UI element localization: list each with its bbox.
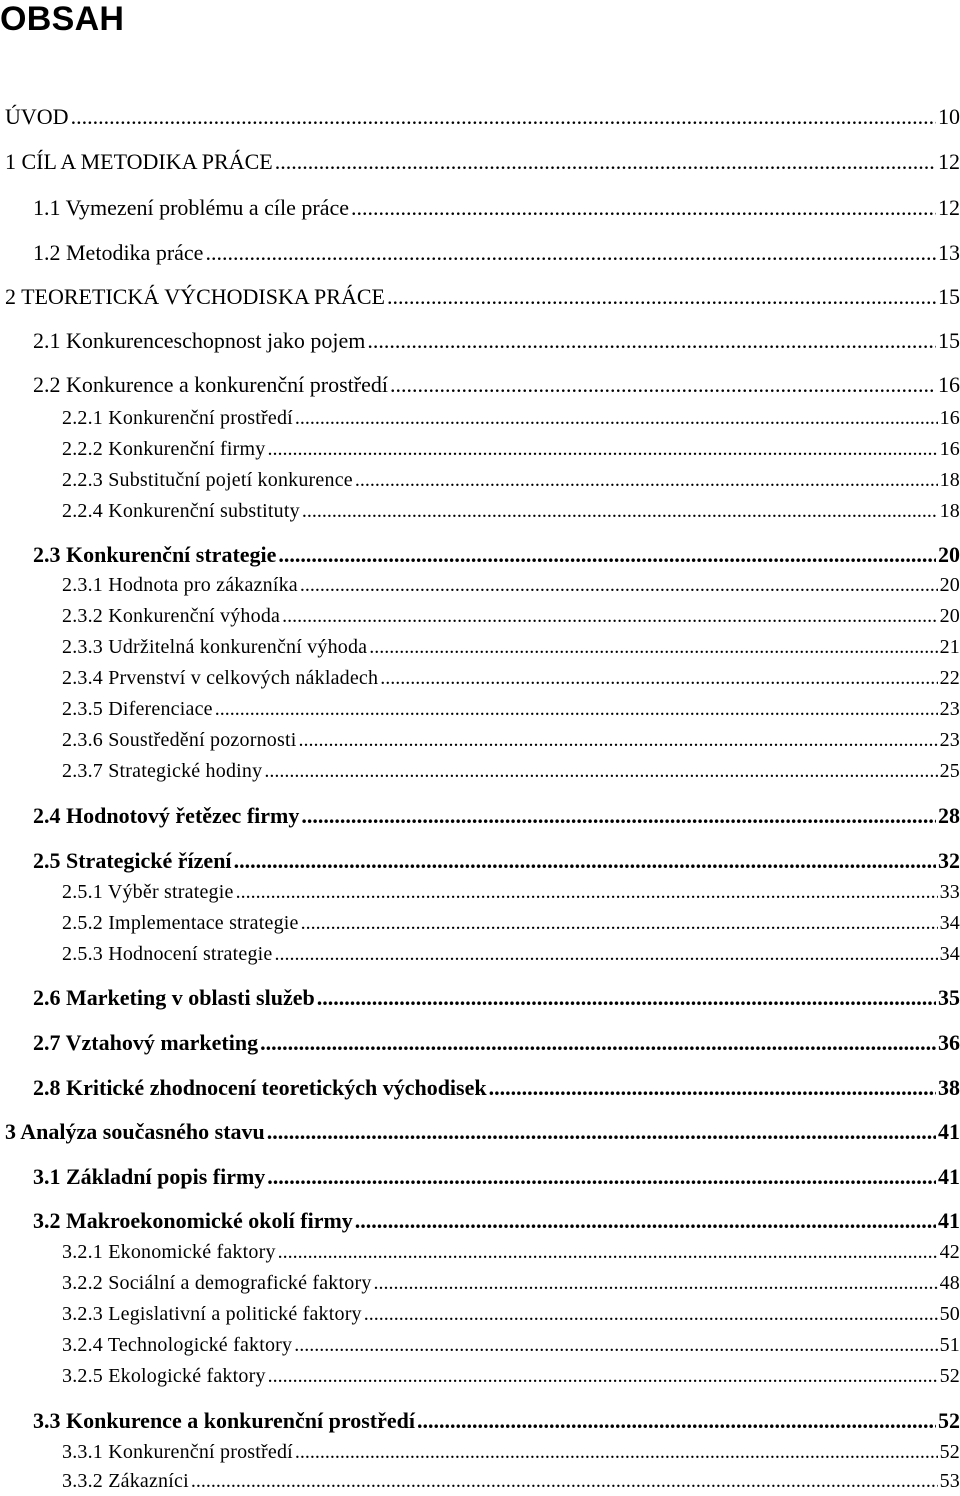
toc-entry-label: 2.2.3 Substituční pojetí konkurence xyxy=(62,469,353,491)
toc-entry-page: 41 xyxy=(938,1119,960,1144)
toc-leader-dots xyxy=(367,326,936,356)
toc-leader-dots xyxy=(489,1073,936,1103)
toc-entry-page: 41 xyxy=(938,1164,960,1189)
toc-entry[interactable] xyxy=(62,632,960,662)
toc-entry[interactable] xyxy=(33,1162,960,1192)
toc-entry[interactable] xyxy=(62,1361,960,1391)
toc-entry[interactable] xyxy=(33,370,960,400)
toc-entry-label: 2.3.3 Udržitelná konkurenční výhoda xyxy=(62,636,368,658)
toc-leader-dots xyxy=(260,1028,936,1058)
toc-entry[interactable] xyxy=(62,403,960,433)
toc-entry-page: 21 xyxy=(939,636,960,658)
toc-entry[interactable] xyxy=(62,496,960,526)
toc-entry[interactable] xyxy=(62,1299,960,1329)
toc-entry-label: 2.3.4 Prvenství v celkových nákladech xyxy=(62,667,379,689)
toc-entry-page: 51 xyxy=(939,1334,960,1356)
toc-entry-label: 3.2.5 Ekologické faktory xyxy=(62,1365,266,1387)
toc-leader-dots xyxy=(351,193,936,223)
toc-entry[interactable] xyxy=(33,1206,960,1236)
toc-leader-dots xyxy=(374,1268,938,1298)
toc-leader-dots xyxy=(275,147,936,177)
toc-leader-dots xyxy=(294,1330,937,1360)
toc-entry[interactable] xyxy=(5,282,960,312)
toc-leader-dots xyxy=(267,1162,936,1192)
toc-entry[interactable] xyxy=(33,801,960,831)
toc-entry-label: 2.3 Konkurenční strategie xyxy=(33,542,277,567)
toc-entry-page: 22 xyxy=(939,667,960,689)
toc-entry-page: 23 xyxy=(939,698,960,720)
toc-leader-dots xyxy=(355,1206,936,1236)
toc-leader-dots xyxy=(278,540,936,570)
toc-leader-dots xyxy=(298,725,937,755)
toc-entry-label: 2.3.2 Konkurenční výhoda xyxy=(62,605,281,627)
toc-entry[interactable] xyxy=(62,663,960,693)
toc-entry-label: 2.5.3 Hodnocení strategie xyxy=(62,943,273,965)
toc-entry-page: 12 xyxy=(938,195,960,220)
toc-leader-dots xyxy=(282,601,938,631)
toc-entry-label: 2.2.1 Konkurenční prostředí xyxy=(62,407,293,429)
toc-leader-dots xyxy=(301,801,936,831)
toc-entry-page: 50 xyxy=(939,1303,960,1325)
toc-entry[interactable] xyxy=(5,102,960,132)
toc-entry-page: 52 xyxy=(938,1408,960,1433)
toc-entry-label: ÚVOD xyxy=(5,104,69,129)
toc-entry-label: 2.3.6 Soustředění pozornosti xyxy=(62,729,297,751)
toc-leader-dots xyxy=(215,694,938,724)
toc-entry[interactable] xyxy=(62,877,960,907)
toc-entry[interactable] xyxy=(33,1028,960,1058)
toc-leader-dots xyxy=(295,1437,938,1467)
toc-entry-page: 32 xyxy=(938,848,960,873)
toc-entry[interactable] xyxy=(62,570,960,600)
toc-entry[interactable] xyxy=(33,1073,960,1103)
toc-leader-dots xyxy=(267,1117,936,1147)
toc-entry-page: 18 xyxy=(939,469,960,491)
toc-leader-dots xyxy=(355,465,938,495)
toc-leader-dots xyxy=(71,102,936,132)
toc-leader-dots xyxy=(302,496,938,526)
toc-entry-page: 12 xyxy=(938,149,960,174)
toc-leader-dots xyxy=(369,632,937,662)
toc-entry-label: 3 Analýza současného stavu xyxy=(5,1119,265,1144)
toc-entry-page: 15 xyxy=(938,284,960,309)
toc-entry[interactable] xyxy=(33,983,960,1013)
toc-entry[interactable] xyxy=(33,540,960,570)
toc-entry[interactable] xyxy=(33,238,960,268)
toc-entry-page: 36 xyxy=(938,1030,960,1055)
toc-leader-dots xyxy=(267,434,937,464)
toc-entry-page: 13 xyxy=(938,240,960,265)
toc-entry[interactable] xyxy=(33,326,960,356)
toc-entry-page: 16 xyxy=(938,372,960,397)
toc-entry[interactable] xyxy=(62,434,960,464)
toc-leader-dots xyxy=(317,983,936,1013)
page-title: OBSAH xyxy=(0,0,125,38)
toc-entry-label: 2.5 Strategické řízení xyxy=(33,848,232,873)
toc-entry-label: 3.2.1 Ekonomické faktory xyxy=(62,1241,276,1263)
toc-leader-dots xyxy=(295,403,938,433)
toc-entry[interactable] xyxy=(62,1268,960,1298)
toc-entry-label: 2.2.2 Konkurenční firmy xyxy=(62,438,266,460)
toc-entry-page: 16 xyxy=(939,438,960,460)
toc-entry[interactable] xyxy=(62,601,960,631)
toc-entry[interactable] xyxy=(33,846,960,876)
toc-entry[interactable] xyxy=(33,1406,960,1436)
toc-entry-page: 25 xyxy=(939,760,960,782)
toc-entry-label: 2.7 Vztahový marketing xyxy=(33,1030,259,1055)
toc-entry-page: 20 xyxy=(939,574,960,596)
toc-leader-dots xyxy=(387,282,936,312)
toc-leader-dots xyxy=(278,1237,938,1267)
toc-entry-label: 2 TEORETICKÁ VÝCHODISKA PRÁCE xyxy=(5,284,385,309)
toc-entry-label: 1 CÍL A METODIKA PRÁCE xyxy=(5,149,273,174)
toc-entry-label: 1.2 Metodika práce xyxy=(33,240,204,265)
toc-entry[interactable] xyxy=(62,694,960,724)
toc-entry-page: 52 xyxy=(939,1441,960,1463)
toc-leader-dots xyxy=(275,939,938,969)
toc-entry-page: 10 xyxy=(938,104,960,129)
toc-leader-dots xyxy=(236,877,938,907)
toc-entry[interactable] xyxy=(62,1437,960,1467)
toc-entry-label: 2.2.4 Konkurenční substituty xyxy=(62,500,300,522)
toc-entry-label: 2.5.2 Implementace strategie xyxy=(62,912,299,934)
toc-entry-page: 18 xyxy=(939,500,960,522)
toc-entry-label: 3.2 Makroekonomické okolí firmy xyxy=(33,1208,353,1233)
toc-entry[interactable] xyxy=(62,908,960,938)
toc-entry-label: 2.5.1 Výběr strategie xyxy=(62,881,234,903)
toc-entry[interactable] xyxy=(62,465,960,495)
toc-entry-page: 42 xyxy=(939,1241,960,1263)
toc-entry-label: 2.8 Kritické zhodnocení teoretických východisek xyxy=(33,1075,487,1100)
toc-leader-dots xyxy=(364,1299,938,1329)
toc-entry-page: 35 xyxy=(938,985,960,1010)
toc-entry-page: 23 xyxy=(939,729,960,751)
toc-leader-dots xyxy=(301,908,938,938)
toc-entry[interactable] xyxy=(5,1117,960,1147)
toc-entry[interactable] xyxy=(5,147,960,177)
toc-entry-label: 2.2 Konkurence a konkurenční prostředí xyxy=(33,372,388,397)
toc-leader-dots xyxy=(390,370,936,400)
toc-entry[interactable] xyxy=(62,1330,960,1360)
toc-leader-dots xyxy=(417,1406,936,1436)
toc-entry-label: 3.3.1 Konkurenční prostředí xyxy=(62,1441,293,1463)
toc-entry[interactable] xyxy=(62,756,960,786)
toc-entry[interactable] xyxy=(62,939,960,969)
toc-entry-page: 41 xyxy=(938,1208,960,1233)
toc-entry-page: 16 xyxy=(939,407,960,429)
toc-leader-dots xyxy=(300,570,938,600)
toc-entry-label: 3.3.2 Zákazníci xyxy=(62,1470,189,1492)
toc-entry-label: 2.3.1 Hodnota pro zákazníka xyxy=(62,574,298,596)
toc-entry-label: 3.2.2 Sociální a demografické faktory xyxy=(62,1272,372,1294)
toc-entry-page: 34 xyxy=(939,943,960,965)
toc-entry[interactable] xyxy=(62,725,960,755)
toc-leader-dots xyxy=(268,1361,938,1391)
toc-entry-page: 48 xyxy=(939,1272,960,1294)
toc-entry-page: 28 xyxy=(938,803,960,828)
toc-entry-page: 52 xyxy=(939,1365,960,1387)
toc-entry-label: 3.3 Konkurence a konkurenční prostředí xyxy=(33,1408,416,1433)
toc-entry-label: 3.2.3 Legislativní a politické faktory xyxy=(62,1303,362,1325)
toc-entry-label: 2.1 Konkurenceschopnost jako pojem xyxy=(33,328,366,353)
toc-leader-dots xyxy=(234,846,936,876)
toc-entry-page: 38 xyxy=(938,1075,960,1100)
toc-entry-page: 53 xyxy=(939,1470,960,1492)
toc-leader-dots xyxy=(191,1466,938,1496)
toc-entry[interactable] xyxy=(62,1237,960,1267)
toc-entry-label: 2.6 Marketing v oblasti služeb xyxy=(33,985,315,1010)
toc-entry-label: 3.1 Základní popis firmy xyxy=(33,1164,266,1189)
toc-entry-page: 34 xyxy=(939,912,960,934)
toc-leader-dots xyxy=(205,238,936,268)
toc-leader-dots xyxy=(264,756,937,786)
toc-entry-label: 2.3.5 Diferenciace xyxy=(62,698,213,720)
toc-entry-label: 2.4 Hodnotový řetězec firmy xyxy=(33,803,300,828)
toc-entry[interactable] xyxy=(33,193,960,223)
toc-entry-label: 3.2.4 Technologické faktory xyxy=(62,1334,293,1356)
toc-entry-label: 1.1 Vymezení problému a cíle práce xyxy=(33,195,350,220)
toc-entry-page: 33 xyxy=(939,881,960,903)
toc-entry-label: 2.3.7 Strategické hodiny xyxy=(62,760,263,782)
toc-entry[interactable] xyxy=(62,1466,960,1496)
toc-leader-dots xyxy=(380,663,937,693)
toc-entry-page: 20 xyxy=(938,542,960,567)
toc-entry-page: 15 xyxy=(938,328,960,353)
toc-entry-page: 20 xyxy=(939,605,960,627)
